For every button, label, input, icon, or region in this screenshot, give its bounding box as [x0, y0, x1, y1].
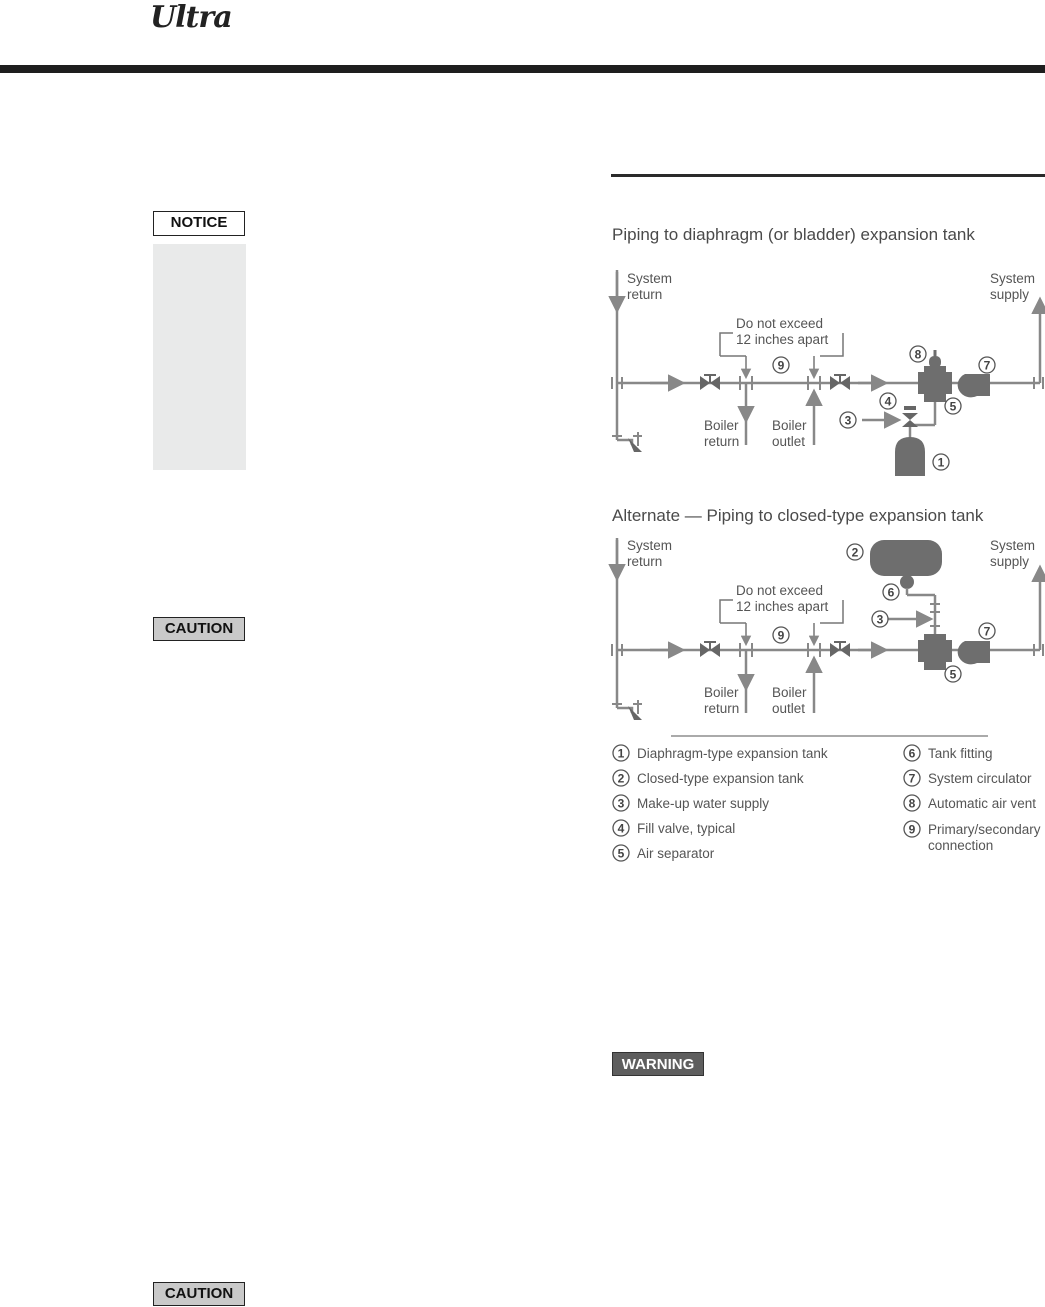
- svg-text:3: 3: [617, 796, 625, 811]
- fig1-boiler-return-l2: return: [704, 434, 740, 449]
- svg-text:4: 4: [884, 394, 892, 409]
- svg-text:2: 2: [851, 545, 859, 560]
- svg-text:3: 3: [844, 413, 852, 428]
- svg-text:6: 6: [908, 746, 916, 761]
- svg-text:connection: connection: [928, 838, 994, 853]
- svg-text:6: 6: [887, 585, 895, 600]
- fig2-system-supply-l2: supply: [990, 554, 1030, 569]
- svg-text:Air separator: Air separator: [637, 846, 715, 861]
- fig1-system-supply-l2: supply: [990, 287, 1030, 302]
- fig1-callout-5: [945, 398, 961, 414]
- svg-text:4: 4: [617, 821, 625, 836]
- svg-text:5: 5: [949, 667, 957, 682]
- svg-text:7: 7: [908, 771, 916, 786]
- svg-text:1: 1: [937, 455, 945, 470]
- fig2-system-supply-l1: System: [990, 538, 1036, 553]
- svg-text:7: 7: [983, 358, 991, 373]
- fig1-callout-7: [979, 357, 995, 373]
- figure1-title: Piping to diaphragm (or bladder) expansion tank: [612, 225, 975, 244]
- svg-text:9: 9: [777, 358, 785, 373]
- svg-text:5: 5: [949, 399, 957, 414]
- svg-text:9: 9: [777, 628, 785, 643]
- fig2-dne-l1: Do not exceed: [736, 583, 824, 598]
- caution-badge-2: CAUTION: [153, 1282, 245, 1306]
- fig2-system-return-l1: System: [627, 538, 673, 553]
- figure2-title: Alternate — Piping to closed-type expansion tank: [612, 506, 984, 525]
- fig1-boiler-return-l1: Boiler: [704, 418, 739, 433]
- fig2-callout-7: [979, 623, 995, 639]
- svg-text:8: 8: [908, 796, 916, 811]
- svg-text:Diaphragm-type expansion tank: Diaphragm-type expansion tank: [637, 746, 828, 761]
- svg-text:7: 7: [983, 624, 991, 639]
- fig1-system-supply-l1: System: [990, 271, 1036, 286]
- fig1-callout-4: [880, 393, 896, 409]
- fig2-system-return-l2: return: [627, 554, 663, 569]
- fig1-system-return-l1: System: [627, 271, 673, 286]
- fig2-callout-5: [945, 666, 961, 682]
- fig1-dne-l1: Do not exceed: [736, 316, 824, 331]
- legend-item-2: [613, 770, 804, 786]
- svg-text:Make-up water supply: Make-up water supply: [637, 796, 770, 811]
- legend-item-7: [904, 770, 1032, 786]
- svg-text:8: 8: [914, 347, 922, 362]
- svg-text:1: 1: [617, 746, 625, 761]
- legend-item-3: [613, 795, 769, 811]
- fig2-callout-9: [773, 627, 789, 643]
- warning-badge: WARNING: [612, 1052, 704, 1076]
- svg-text:3: 3: [876, 612, 884, 627]
- fig2-boiler-return-l2: return: [704, 701, 740, 716]
- svg-text:5: 5: [617, 846, 625, 861]
- svg-text:Primary/secondary: Primary/secondary: [928, 822, 1041, 837]
- svg-text:Fill valve, typical: Fill valve, typical: [637, 821, 736, 836]
- legend-item-4: [613, 820, 735, 836]
- svg-text:Closed-type expansion tank: Closed-type expansion tank: [637, 771, 804, 786]
- fig1-boiler-outlet-l1: Boiler: [772, 418, 807, 433]
- fig2-callout-3: [872, 611, 888, 627]
- svg-text:9: 9: [908, 822, 916, 837]
- svg-text:Automatic air vent: Automatic air vent: [928, 796, 1037, 811]
- figure2-diagram: [612, 538, 1043, 720]
- svg-text:2: 2: [617, 771, 625, 786]
- fig2-boiler-return-l1: Boiler: [704, 685, 739, 700]
- fig2-boiler-outlet-l1: Boiler: [772, 685, 807, 700]
- fig2-dne-l2: 12 inches apart: [736, 599, 829, 614]
- fig1-boiler-outlet-l2: outlet: [772, 434, 806, 449]
- legend-item-6: [904, 745, 993, 761]
- fig2-callout-6: [883, 584, 899, 600]
- fig1-system-return-l2: return: [627, 287, 663, 302]
- fig1-callout-8: [910, 346, 926, 362]
- svg-text:Tank fitting: Tank fitting: [928, 746, 993, 761]
- fig2-callout-2: [847, 544, 863, 560]
- fig2-boiler-outlet-l2: outlet: [772, 701, 806, 716]
- legend: [613, 745, 1041, 861]
- fig1-callout-1: [933, 454, 949, 470]
- caution-badge-1: CAUTION: [153, 617, 245, 641]
- fig1-callout-3: [840, 412, 856, 428]
- legend-item-9: [904, 821, 1041, 853]
- fig1-callout-9: [773, 357, 789, 373]
- fig1-dne-l2: 12 inches apart: [736, 332, 829, 347]
- figure1-diagram: [612, 270, 1043, 476]
- notice-badge: NOTICE: [153, 211, 245, 236]
- legend-item-1: [613, 745, 828, 761]
- brand-logo: Ultra: [150, 0, 232, 35]
- svg-text:System circulator: System circulator: [928, 771, 1032, 786]
- legend-item-5: [613, 845, 715, 861]
- legend-item-8: [904, 795, 1036, 811]
